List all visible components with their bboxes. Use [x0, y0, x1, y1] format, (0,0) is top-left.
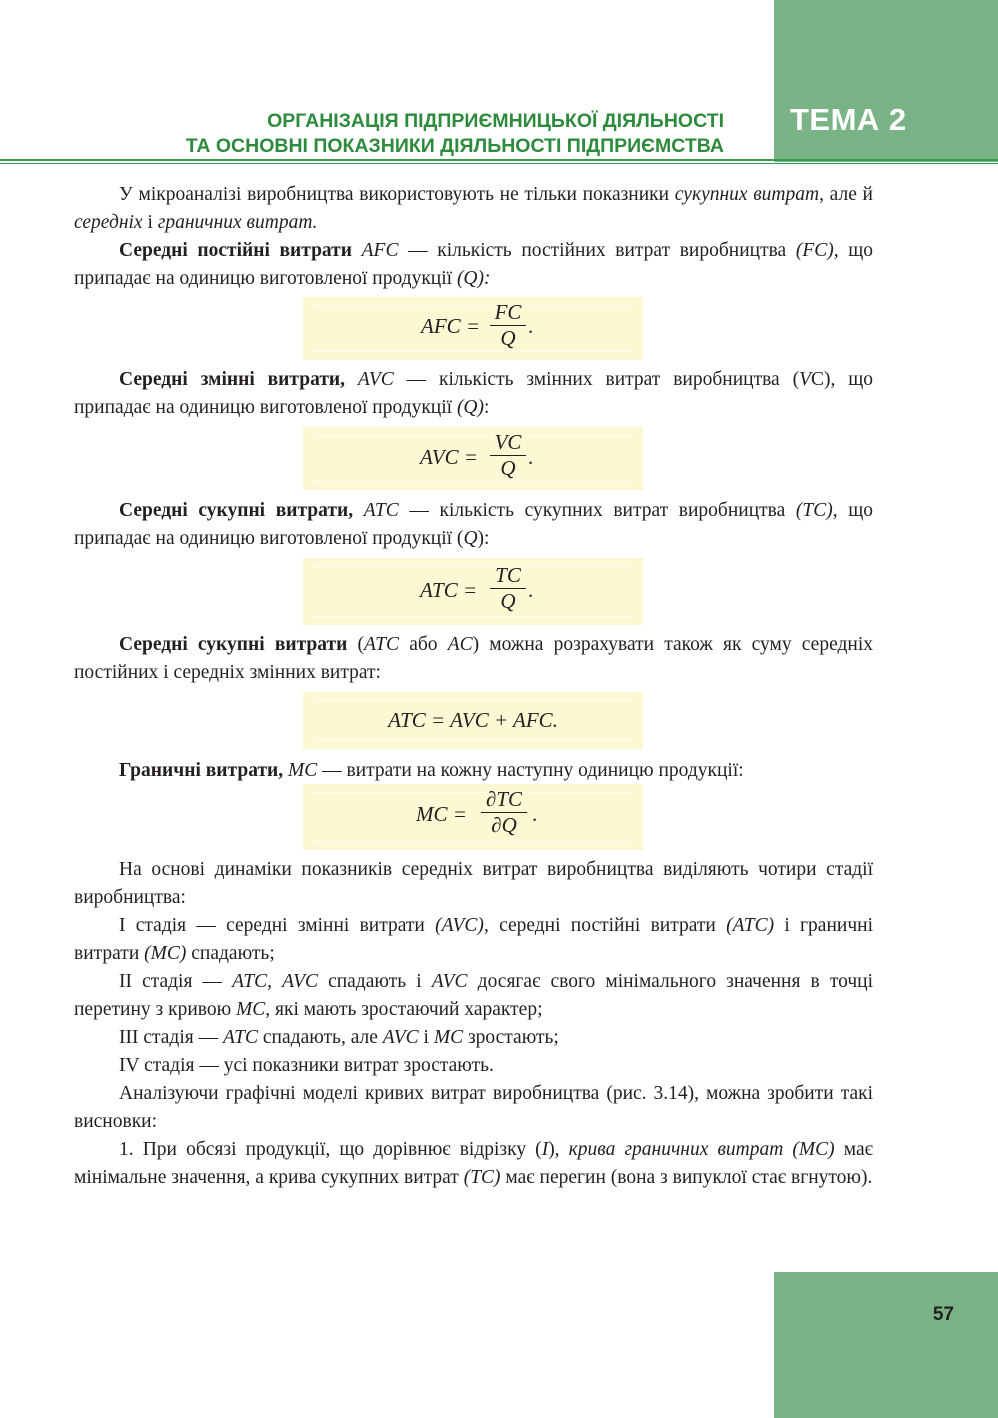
chapter-label: ТЕМА 2	[790, 102, 907, 137]
running-header	[186, 109, 724, 159]
avc-term: Середні змінні витрати,	[119, 369, 346, 390]
analysis-intro: Аналізуючи графічні моделі кривих витрат виробництва (рис. 3.14), можна зробити такі висновки:	[74, 1083, 873, 1132]
header-line-1: ОРГАНІЗАЦІЯ ПІДПРИЄМНИЦЬКОЇ ДІЯЛЬНОСТІ	[267, 110, 724, 132]
atc-paragraph: Середні сукупні витрати, ATC — кількість сукупних витрат виробництва (TC), що припадає на одиницю виготовленої продукції (Q):	[74, 500, 874, 549]
afc-term: Середні постійні витрати	[119, 240, 352, 261]
page-number-tab	[774, 1272, 998, 1418]
atc-sum-formula-box	[303, 692, 643, 749]
afc-paragraph: Середні постійні витрати AFC — кількість постійних витрат виробництва (FC), що припадає на одиницю виготовленої продукції (Q):	[74, 240, 874, 289]
stages-intro: На основі динаміки показників середніх витрат виробництва виділяють чотири стадії виробництва:	[74, 859, 873, 908]
header-rule-thin	[0, 163, 998, 164]
stage-4: IV стадія — усі показники витрат зростають.	[119, 1055, 494, 1076]
conclusion-1: 1. При обсязі продукції, що дорівнює відрізку (I), крива граничних витрат (MC) має мінімальне значення, а крива сукупних витрат (TC) має перегин (вона з випуклої стає вгнутою).	[74, 1139, 873, 1188]
atc-term: Середні сукупні витрати,	[119, 500, 354, 521]
afc-formula-box: AFC = FC Q .	[303, 297, 643, 360]
mc-term: Граничні витрати,	[119, 760, 284, 781]
stage-2: ІІ стадія — ATC, AVC спадають і AVC досягає свого мінімального значення в точці перетину з кривою MC, які мають зростаючий характер;	[74, 971, 873, 1020]
atc-sum-paragraph: Середні сукупні витрати (ATC або AC) можна розрахувати також як суму середніх постійних і середніх змінних витрат:	[74, 634, 874, 683]
atc-formula-box: ATC = TC Q .	[303, 558, 643, 625]
atc-sum-term: Середні сукупні витрати	[119, 634, 348, 655]
header-line-2: ТА ОСНОВНІ ПОКАЗНИКИ ДІЯЛЬНОСТІ ПІДПРИЄМСТВА	[185, 135, 724, 157]
page-number: 57	[932, 1304, 954, 1325]
stage-3: ІІІ стадія — ATC спадають, але AVC і MC зростають;	[119, 1027, 559, 1048]
mc-formula-box: MC = ∂TC ∂Q .	[303, 784, 643, 850]
stages-section	[74, 856, 873, 1192]
stage-1: І стадія — середні змінні витрати (AVC), середні постійні витрати (ATC) і граничні витрати (MC) спадають;	[74, 915, 873, 964]
mc-paragraph: Граничні витрати, MC — витрати на кожну наступну одиницю продукції:	[119, 760, 744, 781]
intro-paragraph: У мікроаналізі виробництва використовують не тільки показники сукупних витрат, але й середніх і граничних витрат.	[74, 184, 873, 233]
avc-formula-box: AVC = VC Q .	[303, 427, 643, 490]
header-rule	[0, 159, 998, 161]
avc-paragraph: Середні змінні витрати, AVC — кількість змінних витрат виробництва (VC), що припадає на одиницю виготовленої продукції (Q):	[74, 369, 874, 418]
atc-sum-formula: ATC = AVC + AFC.	[388, 708, 558, 732]
chapter-tab	[774, 0, 998, 162]
